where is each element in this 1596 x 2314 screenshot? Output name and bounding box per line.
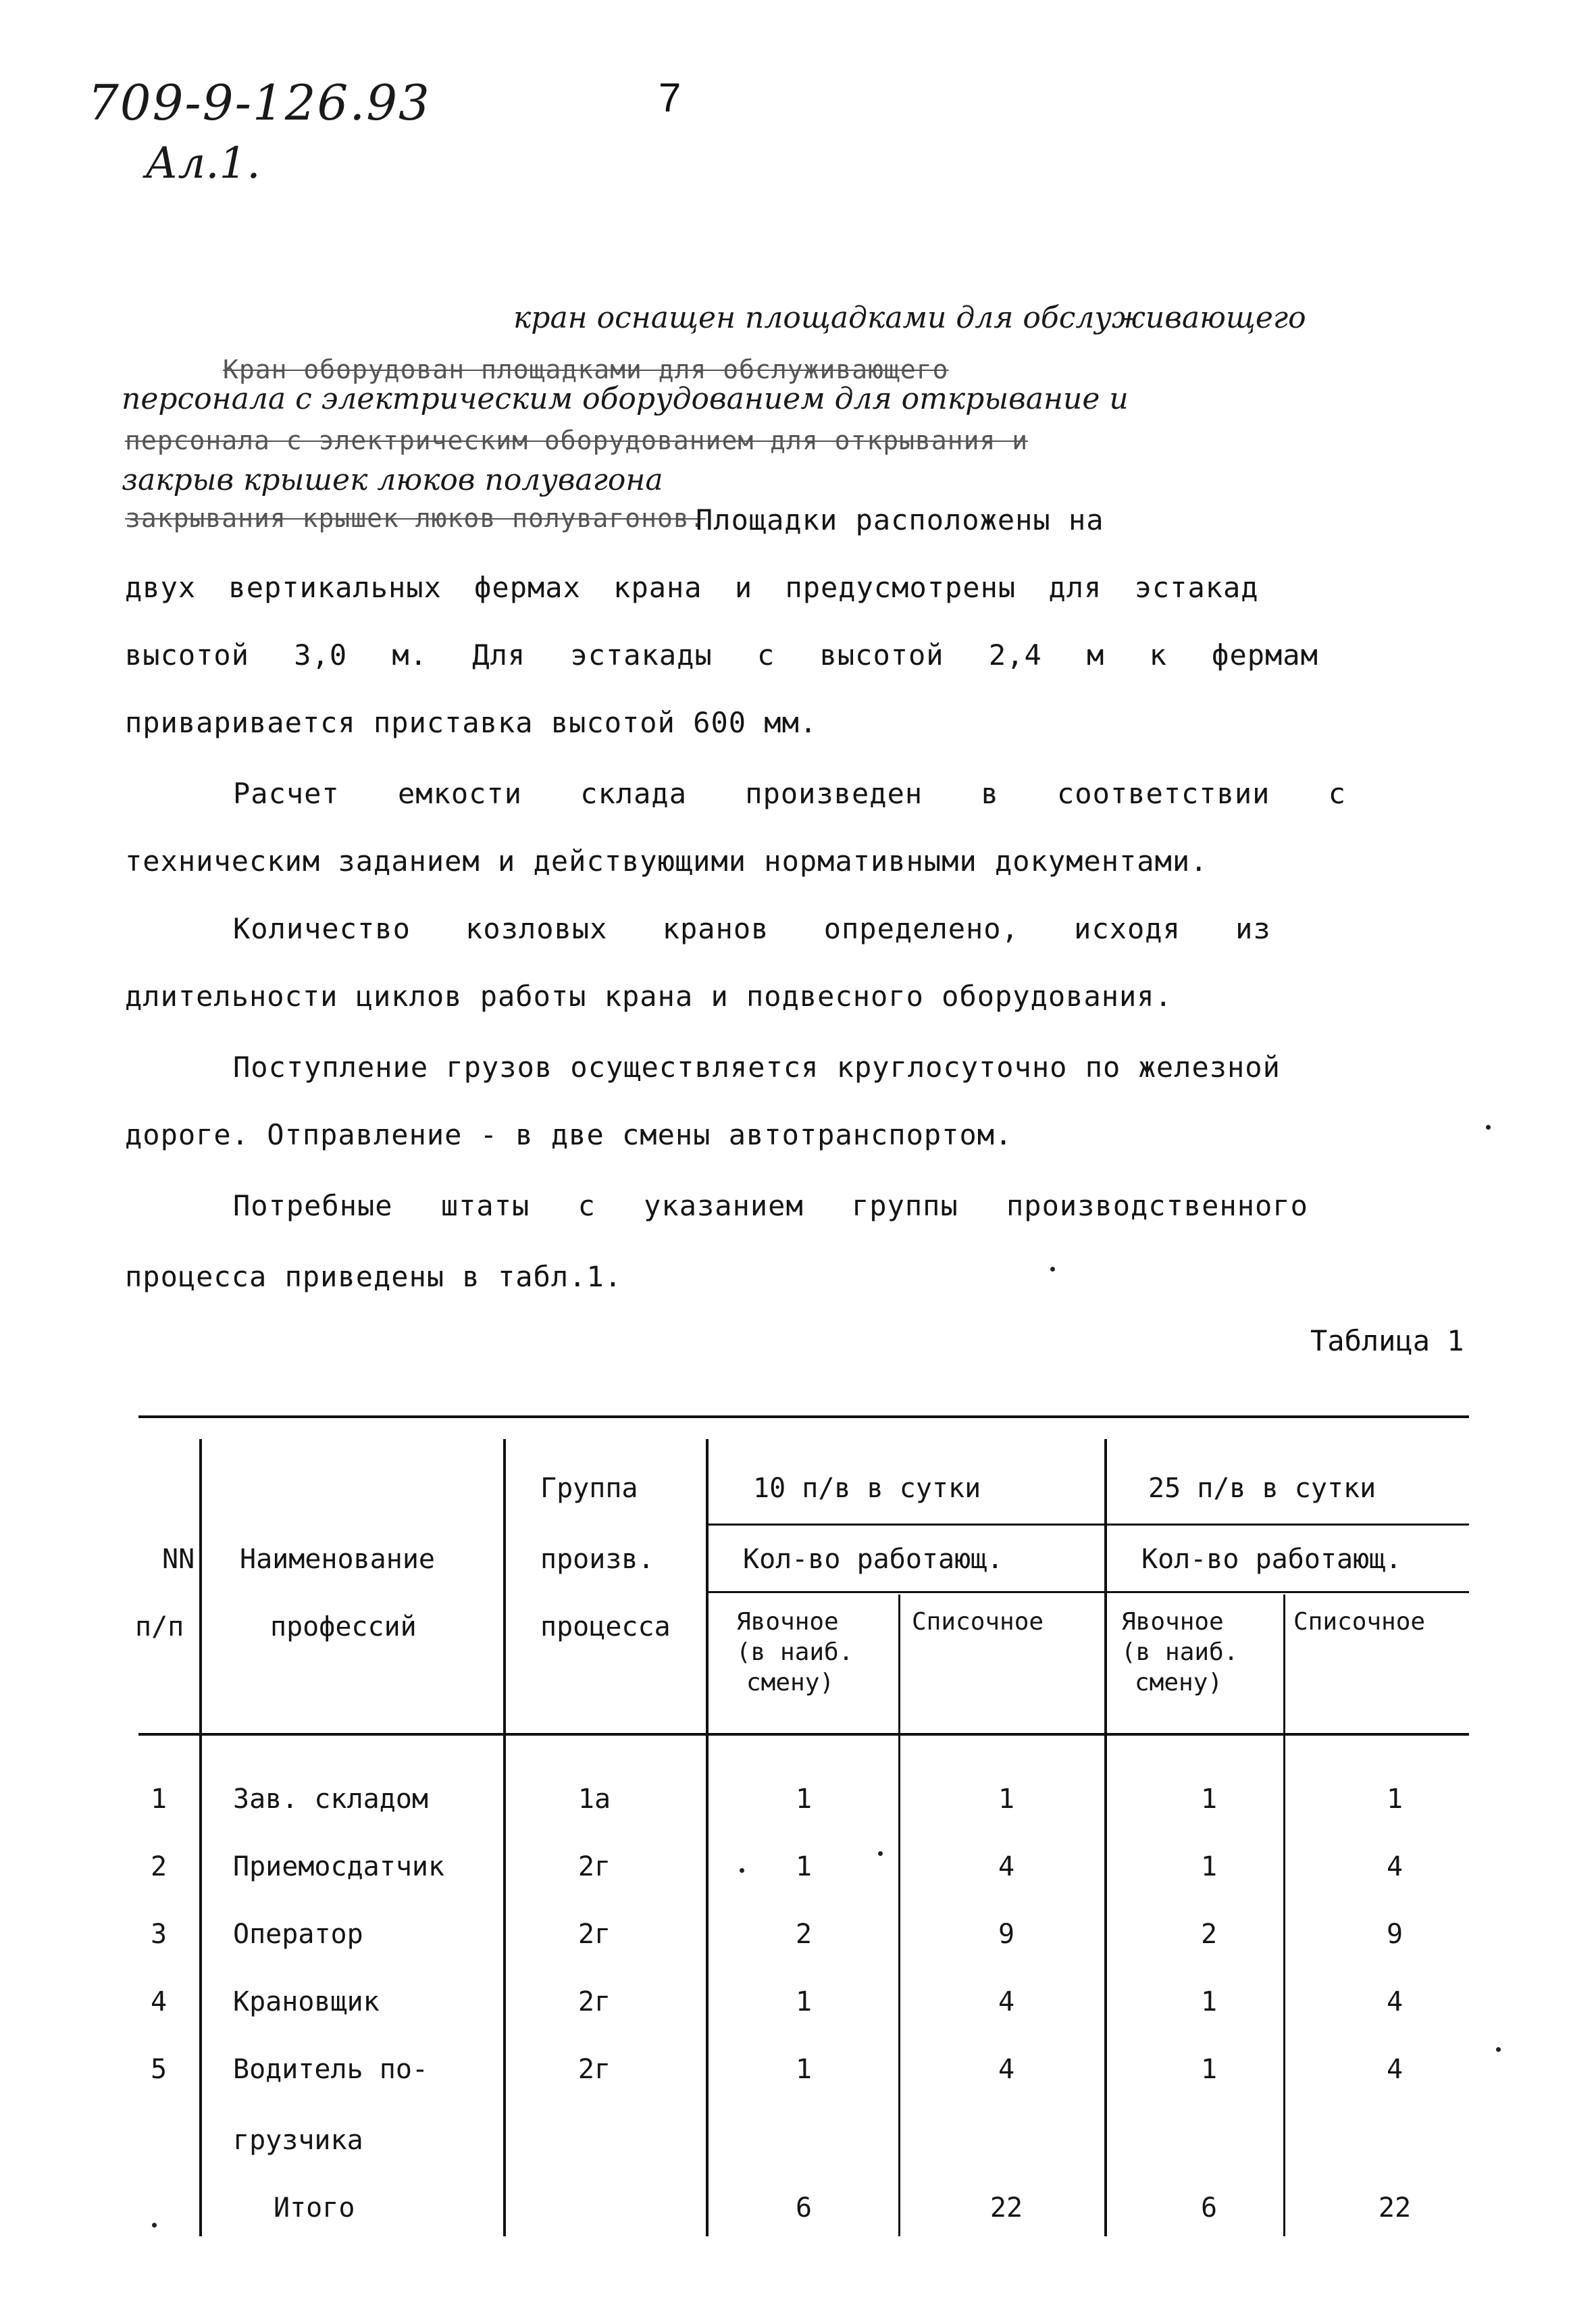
header-period-2: 25 п/в в сутки — [1148, 1473, 1376, 1504]
row-5-nn: 5 — [150, 2054, 168, 2085]
row-2-p1-present: 1 — [795, 1851, 813, 1882]
row-1-nn: 1 — [150, 1784, 168, 1815]
row-2-group: 2г — [577, 1851, 611, 1882]
table-caption: Таблица 1 — [1310, 1324, 1464, 1357]
row-1-group: 1а — [577, 1784, 611, 1815]
col-divider-5 — [1104, 1439, 1107, 2236]
header-workers-count-2: Кол-во работающ. — [1141, 1544, 1402, 1575]
handwritten-line-3: закрыв крышек люков полувагона — [122, 463, 663, 497]
scan-speck — [1050, 1267, 1055, 1272]
row-3-name: Оператор — [233, 1919, 363, 1950]
struck-line-2: персонала с электрическим оборудованием для открывания и — [125, 426, 1029, 455]
scan-speck — [1486, 1125, 1491, 1130]
row-2-p1-list: 4 — [998, 1851, 1015, 1882]
row-2-p2-present: 1 — [1200, 1851, 1218, 1882]
header-present-1-b: (в наиб. — [736, 1638, 854, 1666]
header-listed-2: Списочное — [1293, 1608, 1426, 1636]
header-present-2: Явочное — [1121, 1608, 1224, 1636]
row-4-p1-list: 4 — [998, 1986, 1015, 2017]
row-1-p1-list: 1 — [998, 1784, 1015, 1815]
page-number: 7 — [659, 75, 681, 120]
header-nn: NN — [162, 1544, 195, 1575]
row-1-p2-present: 1 — [1200, 1784, 1218, 1815]
row-4-p2-list: 4 — [1386, 1986, 1404, 2017]
row-5-p2-list: 4 — [1386, 2054, 1404, 2085]
row-3-group: 2г — [577, 1919, 611, 1950]
row-3-nn: 3 — [150, 1919, 168, 1950]
col-divider-1 — [199, 1439, 202, 2236]
paragraph-line-9: Поступление грузов осуществляется круглосуточно по железной — [233, 1051, 1281, 1084]
row-3-p1-list: 9 — [998, 1919, 1015, 1950]
row-4-p1-present: 1 — [795, 1986, 813, 2017]
header-group-2: произв. — [540, 1544, 654, 1575]
document-code: 709-9-126.93 — [88, 74, 431, 131]
header-name-sub: профессий — [270, 1611, 417, 1642]
scan-speck — [878, 1851, 883, 1856]
total-label: Итого — [274, 2192, 355, 2223]
header-nn-sub: п/п — [135, 1611, 184, 1642]
handwritten-line-1: кран оснащен площадками для обслуживающего — [513, 301, 1306, 335]
row-1-p1-present: 1 — [795, 1784, 813, 1815]
paragraph-line-3: высотой 3,0 м. Для эстакады с высотой 2,4 м к фермам — [125, 638, 1318, 672]
paragraph-line-5: Расчет емкости склада произведен в соответствии с — [233, 777, 1347, 810]
header-group-3: процесса — [540, 1611, 671, 1642]
paragraph-line-10: дороге. Отправление - в две смены автотранспортом. — [125, 1118, 1013, 1151]
row-3-p2-list: 9 — [1386, 1919, 1404, 1950]
row-3-p2-present: 2 — [1200, 1919, 1218, 1950]
header-present-1: Явочное — [736, 1608, 839, 1636]
paragraph-line-6: техническим заданием и действующими нормативными документами. — [125, 845, 1208, 878]
row-4-name: Крановщик — [233, 1986, 380, 2017]
row-5-p1-present: 1 — [795, 2054, 813, 2085]
header-workers-count-1: Кол-во работающ. — [743, 1544, 1004, 1575]
row-4-group: 2г — [577, 1986, 611, 2017]
header-period-1: 10 п/в в сутки — [753, 1473, 981, 1504]
handwritten-line-2: персонала с электрическим оборудованием для открывание и — [122, 382, 1129, 416]
row-5-name-continuation: грузчика — [233, 2125, 363, 2156]
row-4-p2-present: 1 — [1200, 1986, 1218, 2017]
table-subheader-rule-2 — [706, 1591, 1469, 1593]
sheet-label: Ал.1. — [145, 139, 261, 188]
header-present-1-c: смену) — [746, 1669, 835, 1696]
row-2-nn: 2 — [150, 1851, 168, 1882]
header-name: Наименование — [240, 1544, 435, 1575]
paragraph-line-1: Площадки расположены на — [696, 503, 1104, 536]
scan-speck — [1496, 2047, 1501, 2052]
header-present-2-b: (в наиб. — [1121, 1638, 1239, 1666]
paragraph-line-8: длительности циклов работы крана и подвесного оборудования. — [125, 980, 1173, 1013]
row-2-p2-list: 4 — [1386, 1851, 1404, 1882]
total-p2-list: 22 — [1378, 2192, 1412, 2223]
total-p1-present: 6 — [795, 2192, 813, 2223]
header-group: Группа — [540, 1473, 638, 1504]
row-3-p1-present: 2 — [795, 1919, 813, 1950]
paragraph-line-4: приваривается приставка высотой 600 мм. — [125, 706, 818, 739]
row-5-name: Водитель по- — [233, 2054, 428, 2085]
row-1-p2-list: 1 — [1386, 1784, 1404, 1815]
paragraph-line-7: Количество козловых кранов определено, исходя из — [233, 912, 1271, 945]
total-p1-list: 22 — [989, 2192, 1023, 2223]
scan-speck — [740, 1868, 744, 1873]
struck-line-3: закрывания крышек люков полувагонов. — [125, 503, 706, 533]
scan-speck — [152, 2223, 157, 2228]
header-listed-1: Списочное — [912, 1608, 1044, 1636]
row-5-group: 2г — [577, 2054, 611, 2085]
paragraph-line-12: процесса приведены в табл.1. — [125, 1260, 623, 1293]
row-2-name: Приемосдатчик — [233, 1851, 445, 1882]
total-p2-present: 6 — [1200, 2192, 1218, 2223]
row-5-p2-present: 1 — [1200, 2054, 1218, 2085]
paragraph-line-11: Потребные штаты с указанием группы производственного — [233, 1189, 1308, 1222]
table-top-rule — [138, 1415, 1469, 1418]
struck-line-1: Кран оборудован площадками для обслуживающего — [223, 355, 949, 384]
table-header-bottom-rule — [138, 1733, 1469, 1736]
header-present-2-c: смену) — [1135, 1669, 1223, 1696]
row-4-nn: 4 — [150, 1986, 168, 2017]
col-divider-6 — [1283, 1594, 1285, 2236]
col-divider-4 — [898, 1594, 900, 2236]
col-divider-3 — [706, 1439, 709, 2236]
row-1-name: Зав. складом — [233, 1784, 428, 1815]
paragraph-line-2: двух вертикальных фермах крана и предусмотрены для эстакад — [125, 571, 1259, 604]
col-divider-2 — [503, 1439, 506, 2236]
table-subheader-rule — [706, 1524, 1469, 1526]
row-5-p1-list: 4 — [998, 2054, 1015, 2085]
